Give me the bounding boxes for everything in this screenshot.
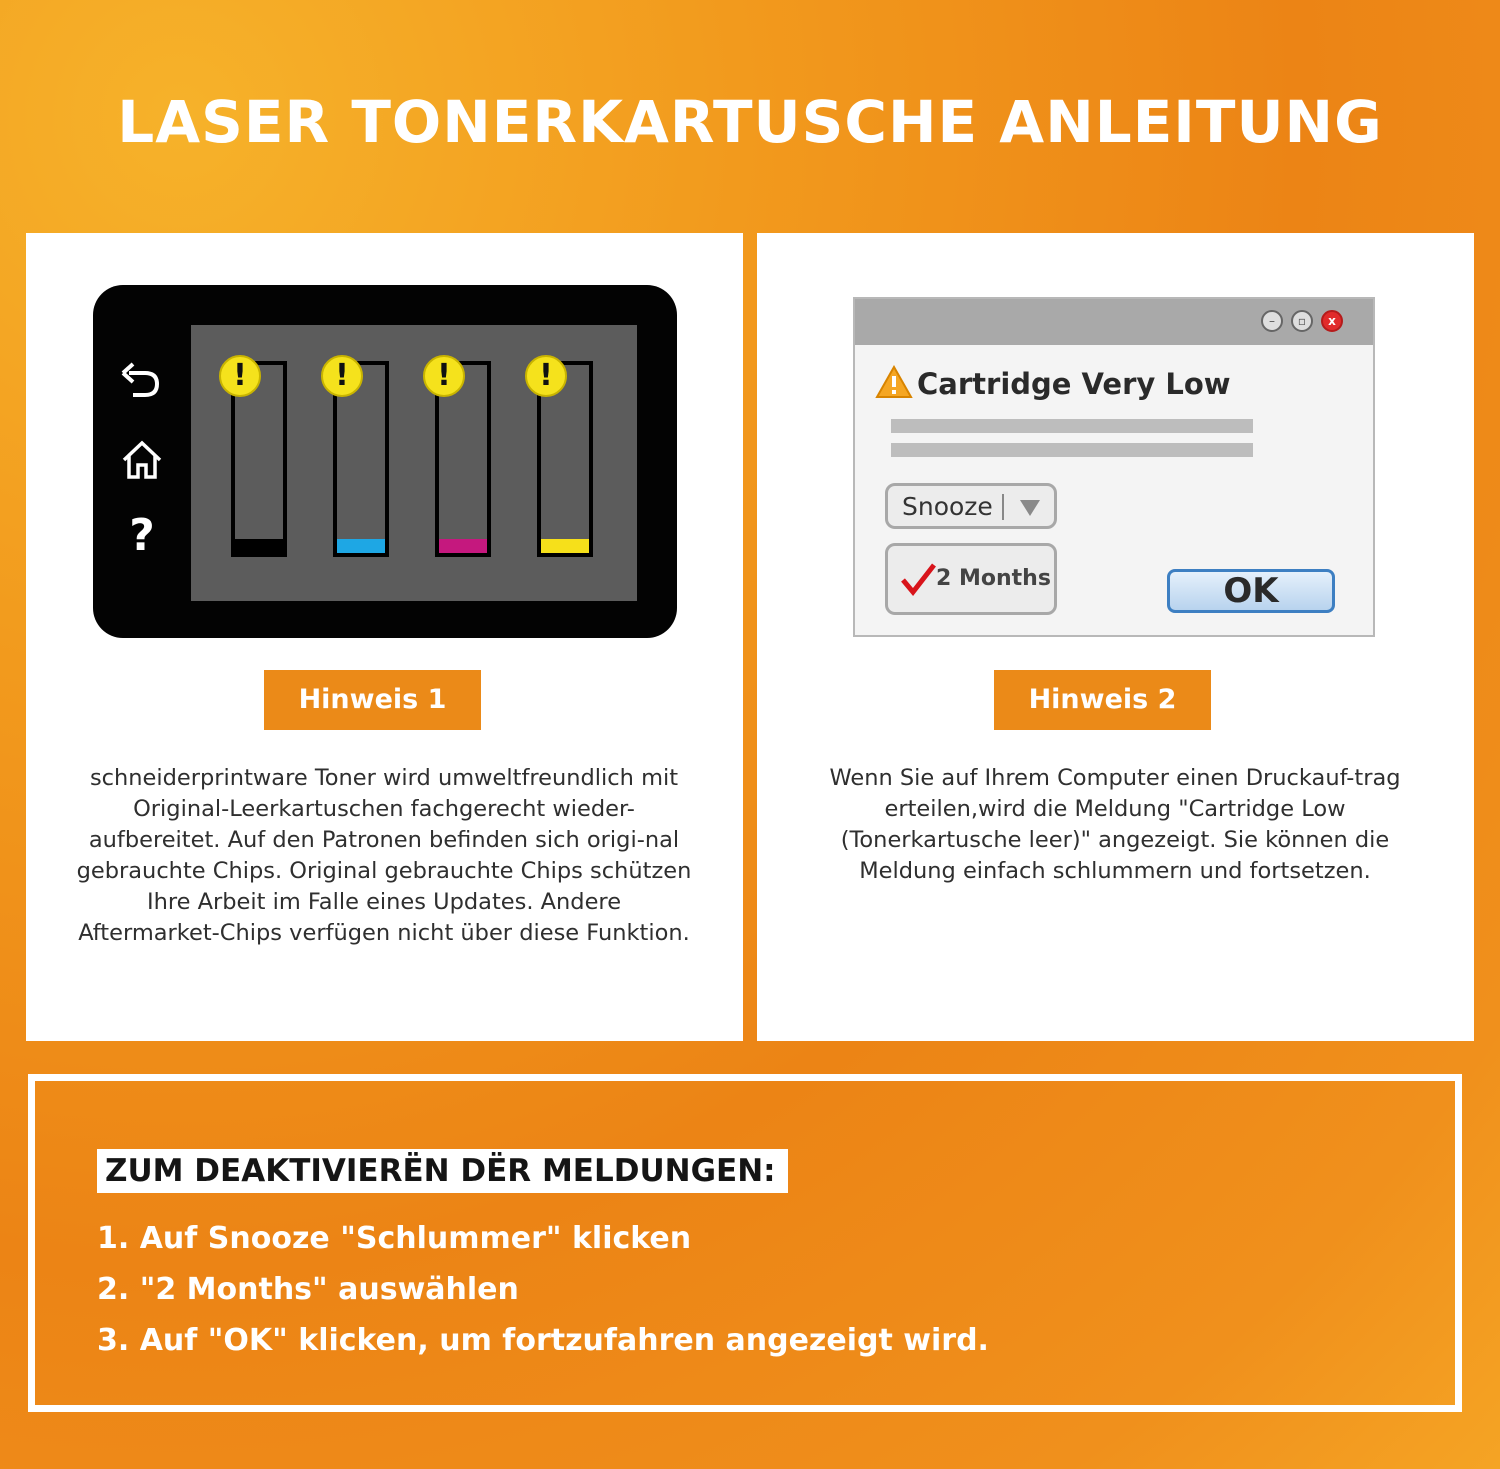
hint1-label: Hinweis 1	[264, 670, 481, 730]
warning-triangle-icon	[875, 365, 913, 399]
cartridge-cyan-level	[337, 539, 385, 553]
hint2-panel	[757, 233, 1474, 1041]
toner-display	[191, 325, 637, 601]
instructions-heading: ZUM DEAKTIVIERËN DËR MELDUNGEN:	[97, 1149, 788, 1193]
warning-icon: !	[423, 355, 465, 397]
cartridge-yellow-level	[541, 539, 589, 553]
page-title: LASER TONERKARTUSCHE ANLEITUNG	[117, 88, 1383, 156]
printer-screen	[93, 285, 677, 638]
warning-icon: !	[219, 355, 261, 397]
snooze-dropdown[interactable]	[885, 483, 1057, 529]
deactivation-instructions	[28, 1074, 1462, 1412]
checkmark-icon	[900, 562, 936, 596]
close-icon[interactable]: x	[1321, 310, 1343, 332]
minimize-icon[interactable]: –	[1261, 310, 1283, 332]
instruction-step: 1. Auf Snooze "Schlummer" klicken	[97, 1221, 692, 1256]
dropdown-separator	[1002, 494, 1004, 520]
maximize-icon[interactable]: ▫	[1291, 310, 1313, 332]
warning-icon: !	[321, 355, 363, 397]
two-months-option[interactable]	[885, 543, 1057, 615]
ok-button[interactable]: OK	[1167, 569, 1335, 613]
instruction-step: 2. "2 Months" auswählen	[97, 1272, 519, 1307]
cartridge-black-level	[235, 539, 283, 553]
hint1-text: schneiderprintware Toner wird umweltfreundlich mit Original-Leerkartuschen fachgerecht wieder-aufbereitet. Auf den Patronen befinden sich origi-nal gebrauchte Chips. Original gebrauchte Chips schützen Ihre Arbeit im Falle eines Updates. Andere Aftermarket-Chips verfügen nicht über diese Funktion.	[76, 765, 692, 946]
dialog-title: Cartridge Very Low	[917, 367, 1231, 401]
hint2-label: Hinweis 2	[994, 670, 1211, 730]
chevron-down-icon[interactable]	[1018, 498, 1042, 518]
back-arrow-icon[interactable]	[119, 359, 165, 405]
text-placeholder-line	[891, 419, 1253, 433]
text-placeholder-line	[891, 443, 1253, 457]
snooze-label: Snooze	[902, 492, 993, 521]
months-label: 2 Months	[936, 566, 1051, 591]
help-icon[interactable]: ?	[129, 510, 155, 561]
hint1-panel	[26, 233, 743, 1041]
instruction-step: 3. Auf "OK" klicken, um fortzufahren angezeigt wird.	[97, 1323, 989, 1358]
hint2-text: Wenn Sie auf Ihrem Computer einen Druckauf-trag erteilen,wird die Meldung "Cartridge Low (Tonerkartusche leer)" angezeigt. Sie können die Meldung einfach schlummern und fortsetzen.	[829, 765, 1401, 884]
dialog-titlebar	[855, 299, 1373, 345]
warning-icon: !	[525, 355, 567, 397]
home-icon[interactable]	[119, 437, 165, 483]
cartridge-magenta-level	[439, 539, 487, 553]
cartridge-low-dialog	[853, 297, 1375, 637]
